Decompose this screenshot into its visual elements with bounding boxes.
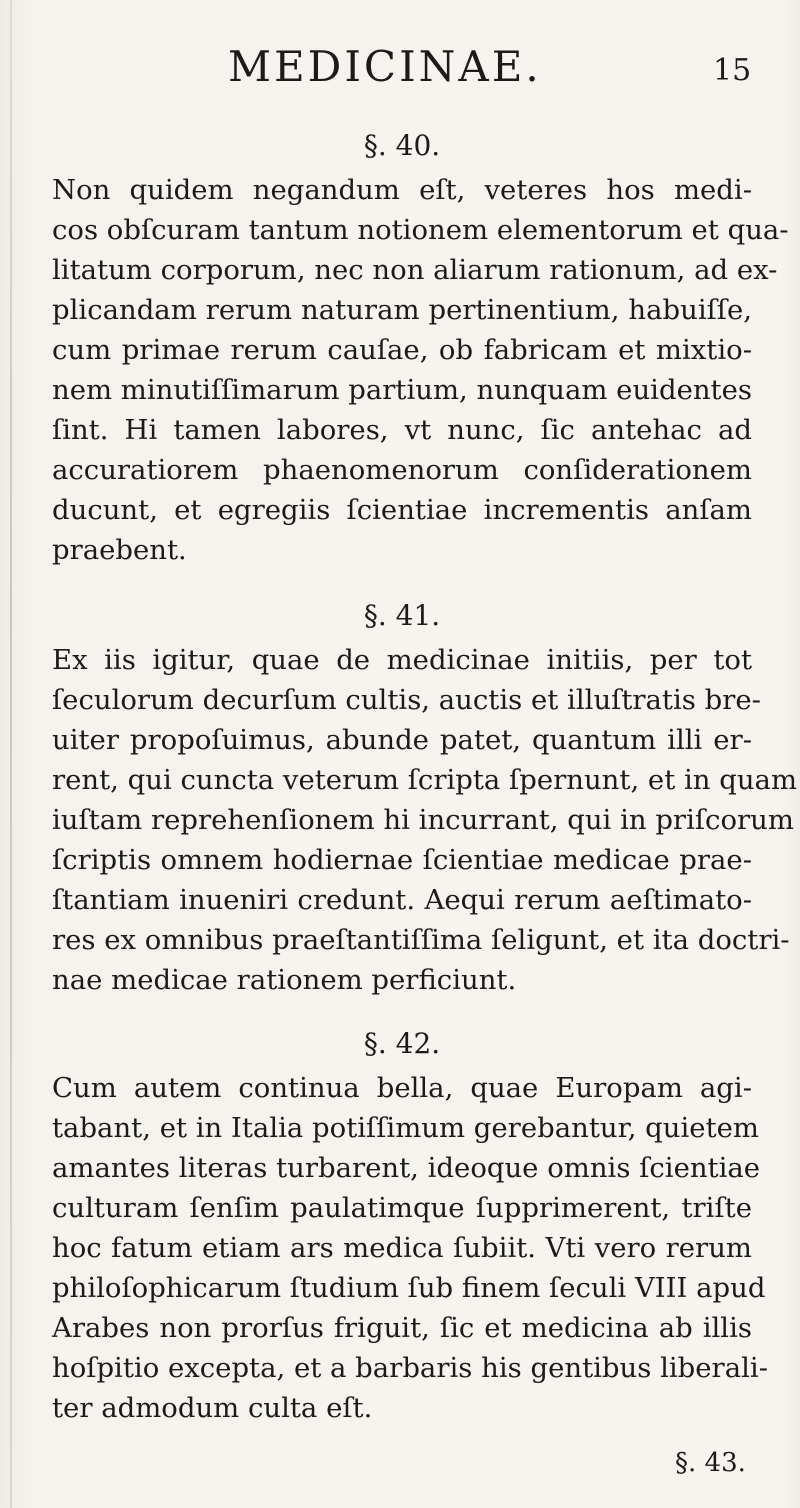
page-edge-shadow: [10, 0, 12, 1508]
page-number: 15: [713, 53, 752, 88]
text-line: nem minutiſſimarum partium, nunquam euidentes: [52, 374, 752, 406]
text-line: ſeculorum decurſum cultis, auctis et illuſtratis bre-: [52, 684, 761, 716]
text-line: litatum corporum, nec non aliarum rationum, ad ex-: [52, 254, 778, 286]
text-line: amantes literas turbarent, ideoque omnis ſcientiae: [52, 1152, 761, 1184]
section-text: [52, 170, 789, 570]
text-line: uiter propoſuimus, abunde patet, quantum illi er-: [52, 724, 752, 756]
text-line: philoſophicarum ſtudium ſub finem ſeculi VIII apud: [52, 1272, 766, 1304]
text-line: Ex iis igitur, quae de medicinae initiis, per tot: [52, 644, 752, 676]
section-42: [52, 1027, 768, 1428]
text-line: ſtantiam inueniri credunt. Aequi rerum aeſtimato-: [52, 884, 752, 916]
text-line: ſcriptis omnem hodiernae ſcientiae medicae prae-: [52, 844, 752, 876]
section-number: §. 40.: [363, 129, 441, 162]
text-line: tabant, et in Italia potiſſimum gerebantur, quietem: [52, 1112, 759, 1144]
catchword: §. 43.: [675, 1448, 746, 1478]
text-line: ſint. Hi tamen labores, vt nunc, ſic antehac ad: [52, 414, 752, 446]
text-line: praebent.: [52, 534, 187, 566]
text-line: iuſtam reprehenſionem hi incurrant, qui in priſcorum: [52, 804, 794, 836]
text-line: Cum autem continua bella, quae Europam agi-: [52, 1072, 752, 1104]
text-line: ter admodum culta eſt.: [52, 1392, 373, 1424]
text-line: hoc fatum etiam ars medica ſubiit. Vti vero rerum: [52, 1232, 752, 1264]
section-40: [52, 129, 789, 570]
running-title: MEDICINAE.: [228, 42, 542, 91]
text-line: nae medicae rationem perficiunt.: [52, 964, 517, 996]
text-line: cos obſcuram tantum notionem elementorum et qua-: [52, 214, 789, 246]
text-line: ducunt, et egregiis ſcientiae incrementis anſam: [52, 494, 752, 526]
text-line: culturam ſenſim paulatimque ſupprimerent, triſte: [52, 1192, 752, 1224]
text-line: plicandam rerum naturam pertinentium, habuiſſe,: [52, 294, 752, 326]
section-text: [52, 640, 798, 1000]
text-line: Arabes non prorſus friguit, ſic et medicina ab illis: [52, 1312, 752, 1344]
text-line: Non quidem negandum eſt, veteres hos medi-: [52, 174, 752, 206]
section-text: [52, 1068, 768, 1428]
text-line: hoſpitio excepta, et a barbaris his gentibus liberali-: [52, 1352, 768, 1384]
section-number: §. 42.: [363, 1027, 441, 1060]
text-line: res ex omnibus praeſtantiſſima ſeligunt, et ita doctri-: [52, 924, 790, 956]
section-41: [52, 599, 798, 1000]
text-line: accuratiorem phaenomenorum conſiderationem: [52, 454, 752, 486]
text-line: cum primae rerum cauſae, ob fabricam et mixtio-: [52, 334, 752, 366]
section-number: §. 41.: [363, 599, 441, 632]
text-line: rent, qui cuncta veterum ſcripta ſpernunt, et in quam: [52, 764, 798, 796]
